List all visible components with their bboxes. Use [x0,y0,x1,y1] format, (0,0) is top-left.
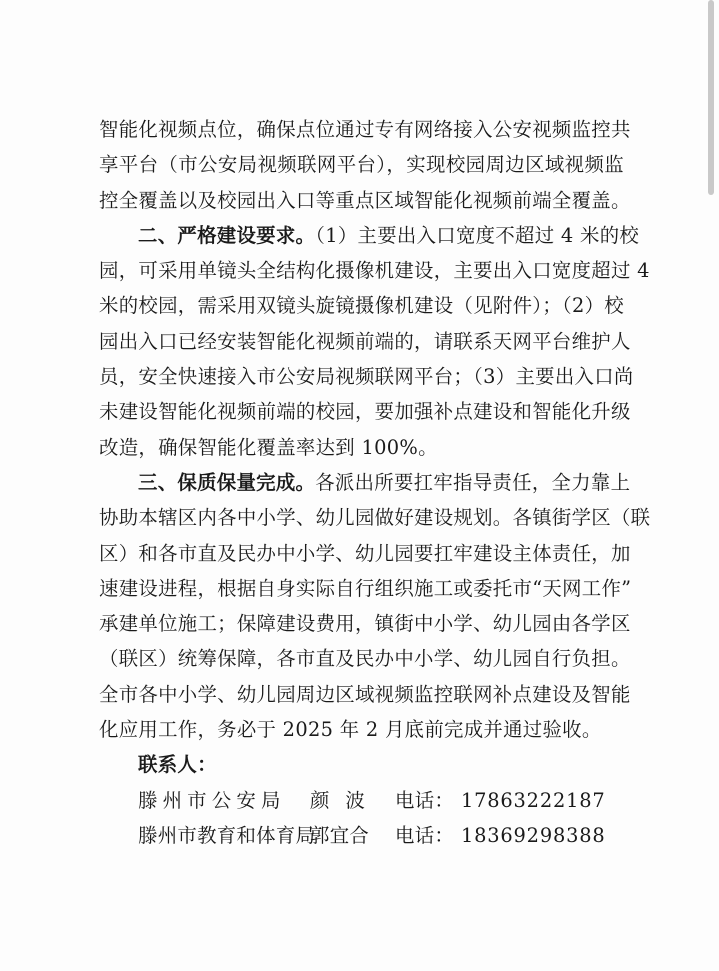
section-heading: 二、严格建设要求。 [138,223,316,247]
contact-name: 郭宜合 [310,823,370,847]
text-line: 智能化视频点位，确保点位通过专有网络接入公安视频监控共 [99,118,631,141]
paragraph-construction-requirements [99,218,650,465]
contact-name: 颜波 [310,788,381,812]
contact-phone: 18369298388 [461,823,606,847]
contact-row [99,783,624,818]
paragraph-quality-completion [99,465,651,747]
paragraph-video-points [99,112,631,218]
text-line: 化应用工作，务必于 2025 年 2 月底前完成并通过验收。 [99,718,602,742]
contact-phone-label: 电话： [395,823,455,847]
document-body [99,112,651,853]
text-line: 全市各中小学、幼儿园周边区域视频监控联网补点建设及智能 [99,682,631,706]
contact-phone: 17863222187 [461,788,606,812]
text-line: （联区）统筹保障，各市直及民办中小学、幼儿园自行负担。 [99,647,631,671]
text-fragment: 各派出所要扛牢指导责任，全力靠上 [315,470,631,494]
contacts-title: 联系人： [138,753,217,777]
text-line: 未建设智能化视频前端的校园，要加强补点建设和智能化升级 [99,400,631,424]
text-line: 园出入口已经安装智能化视频前端的，请联系天网平台维护人 [99,329,631,353]
scrollbar-thumb[interactable] [708,0,714,195]
text-line [99,465,631,500]
section-heading: 三、保质保量完成。 [138,470,316,494]
text-line [99,218,640,253]
text-line: 改造，确保智能化覆盖率达到 100%。 [99,435,438,459]
text-line: 协助本辖区内各中小学、幼儿园做好建设规划。各镇街学区（联 [99,506,651,530]
contact-row [99,818,624,853]
text-line: 区）和各市直及民办中小学、幼儿园要扛牢建设主体责任，加 [99,541,631,565]
text-line: 享平台（市公安局视频联网平台），实现校园周边区域视频监 [99,153,624,177]
contact-org: 滕州市教育和体育局 [138,823,316,847]
text-line: 园，可采用单镜头全结构化摄像机建设，主要出入口宽度超过 4 [99,259,650,283]
contact-org: 滕州市公安局 [138,788,286,812]
text-line: 米的校园，需采用双镜头旋镜摄像机建设（见附件）；（2）校 [99,294,624,318]
text-fragment: （1）主要出入口宽度不超过 4 米的校 [315,223,640,247]
contact-phone-label: 电话： [395,788,455,812]
text-line: 员，安全快速接入市公安局视频联网平台；（3）主要出入口尚 [99,365,634,389]
text-line: 承建单位施工；保障建设费用，镇街中小学、幼儿园由各学区 [99,612,631,636]
text-line: 速建设进程，根据自身实际自行组织施工或委托市“天网工作” [99,576,632,600]
text-line: 控全覆盖以及校园出入口等重点区域智能化视频前端全覆盖。 [99,188,631,212]
